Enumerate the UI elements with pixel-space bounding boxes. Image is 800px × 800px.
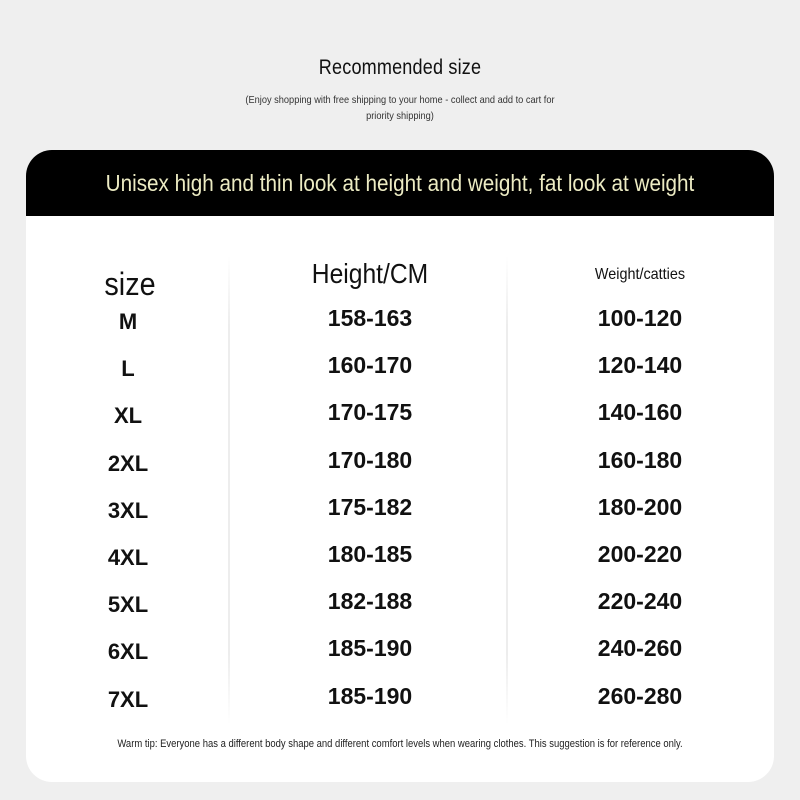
height-cell: 170-175 [327, 399, 413, 426]
size-cell: 4XL [107, 544, 149, 570]
size-cell: 3XL [107, 497, 149, 523]
page-title: Recommended size [318, 56, 482, 79]
table-row [26, 447, 774, 494]
table-row [26, 541, 774, 588]
size-cell: 5XL [107, 592, 149, 618]
height-cell: 185-190 [327, 682, 413, 709]
column-header-height: Height/CM [311, 258, 429, 289]
table-row [26, 352, 774, 399]
size-cell: 6XL [107, 639, 149, 665]
height-cell: 160-170 [327, 352, 413, 379]
height-cell: 170-180 [327, 446, 413, 473]
size-cell: M [118, 309, 138, 334]
size-cell: 7XL [107, 686, 149, 712]
table-row [26, 588, 774, 635]
size-cell: 2XL [107, 450, 149, 476]
weight-cell: 100-120 [597, 305, 683, 331]
weight-cell: 180-200 [597, 493, 683, 520]
footnote: Warm tip: Everyone has a different body shape and different comfort levels when wearing clothes. This suggestion is for reference only. [117, 738, 683, 750]
size-table-body [26, 305, 774, 730]
weight-cell: 240-260 [597, 635, 683, 662]
column-header-size: size [104, 266, 156, 302]
weight-cell: 160-180 [597, 446, 683, 473]
banner [26, 150, 774, 216]
table-row [26, 494, 774, 541]
weight-cell: 260-280 [597, 682, 683, 709]
size-cell: XL [113, 403, 143, 429]
table-row [26, 683, 774, 730]
size-cell: L [121, 356, 135, 382]
table-row [26, 635, 774, 682]
height-cell: 180-185 [327, 540, 413, 567]
weight-cell: 200-220 [597, 540, 683, 567]
table-row [26, 399, 774, 446]
table-row [26, 305, 774, 352]
weight-cell: 220-240 [597, 588, 683, 615]
height-cell: 175-182 [327, 493, 413, 520]
weight-cell: 140-160 [597, 399, 683, 426]
height-cell: 158-163 [327, 305, 413, 331]
height-cell: 182-188 [327, 588, 413, 615]
size-chart-card [26, 150, 774, 782]
weight-cell: 120-140 [597, 352, 683, 379]
banner-text: Unisex high and thin look at height and weight, fat look at weight [105, 170, 695, 196]
page-subtitle: (Enjoy shopping with free shipping to your home - collect and add to cart for priority shipping) [245, 94, 555, 122]
height-cell: 185-190 [327, 635, 413, 662]
column-header-weight: Weight/catties [594, 266, 686, 283]
